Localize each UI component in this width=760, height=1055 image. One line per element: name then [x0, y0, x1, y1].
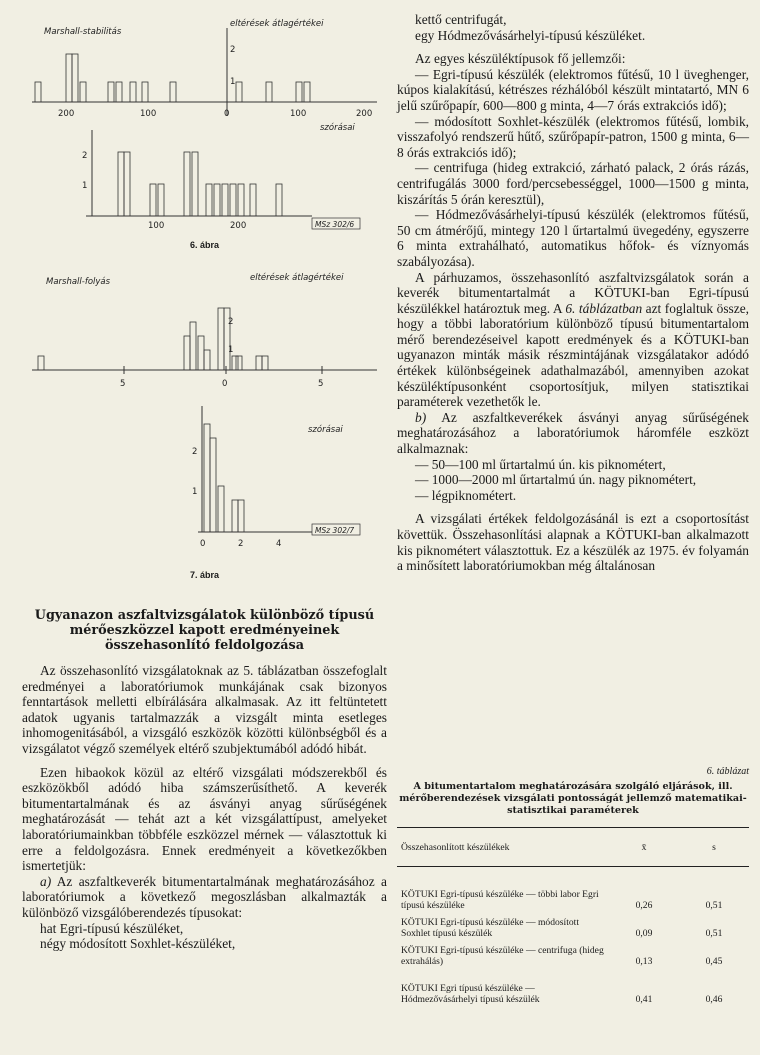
fig6-bar: [142, 82, 148, 102]
fig6-label-right: eltérések átlagértékei: [230, 19, 324, 29]
fig6-xtick: 0: [224, 109, 230, 119]
fig6-xtick: 100: [140, 109, 157, 119]
fig6-bar: [35, 82, 41, 102]
fig6-bar: [72, 54, 78, 102]
table-cell: 0,51: [705, 927, 723, 939]
table-cell: KÖTUKI Egri-típusú készüléke — többi labor Egri típusú készüléke: [401, 888, 599, 911]
fig6-ytick-2: 2: [230, 45, 236, 55]
paragraph: [22, 874, 387, 921]
list-line: egy Hódmezővásárhelyi-típusú készüléket.: [415, 27, 646, 43]
figure-6: [22, 8, 387, 250]
fig6-bars-top: [35, 54, 310, 102]
fig6-xtick: 200: [58, 109, 75, 119]
fig6-bar: [276, 184, 282, 216]
list-line: hat Egri-típusú készüléket,: [40, 920, 184, 936]
fig6-bar: [236, 82, 242, 102]
table-row: [397, 867, 749, 913]
table-reference: 6. táblázatban: [565, 300, 643, 316]
fig7-bar: [190, 322, 196, 370]
section-title: Ugyanazon aszfaltvizsgálatok különböző típusú mérőeszközzel kapott eredményeinek összehasonlító feldolgozása: [34, 608, 375, 653]
fig6-bar: [66, 54, 72, 102]
fig6-sy-1: 1: [82, 181, 88, 191]
fig6-bar: [304, 82, 310, 102]
fig6-bar: [150, 184, 156, 216]
fig6-bar: [170, 82, 176, 102]
paragraph: A vizsgálati értékek feldolgozásánál is ezt a csoportosítást követtük. Összehasonlítási alapnak a KÖTUKI-ban alkalmazott kis piknométert választottuk. Ez a készülék az 1975. év folyamán a minősített laboratóriumokban még általánosan: [397, 511, 749, 574]
fig7-bar: [210, 438, 216, 532]
fig7-tag: MSz 302/7: [315, 526, 355, 535]
fig7-bar: [238, 500, 244, 532]
table-cell: 0,09: [635, 927, 653, 939]
fig7-sx: 2: [238, 539, 244, 549]
table-cell: 0,45: [705, 955, 723, 967]
paragraph-text: Az aszfaltkeverék bitumentartalmának meghatározásához a laboratóriumok a következő megoszlásban alkalmazták a különböző vizsgálóberendezés típusokat:: [22, 873, 387, 920]
fig6-bar: [222, 184, 228, 216]
table-cell: KÖTUKI Egri típusú készüléke — Hódmezővásárhelyi típusú készülék: [401, 982, 540, 1005]
table-cell: 0,41: [635, 993, 653, 1005]
fig7-label-scatter: szórásai: [308, 425, 343, 435]
left-text: [22, 608, 387, 952]
fig7-bar: [198, 336, 204, 370]
fig6-bar: [130, 82, 136, 102]
fig6-label-scatter: szórásai: [320, 123, 355, 133]
fig7-xtick: 5: [318, 379, 324, 389]
fig7-sx: 0: [200, 539, 206, 549]
fig6-caption: 6. ábra: [189, 240, 220, 250]
table-cell: KÖTUKI Egri-típusú készüléke — módosított Soxhlet típusú készülék: [401, 916, 579, 939]
paragraph: Az összehasonlító vizsgálatoknak az 5. táblázatban összefoglalt eredményei a laboratóriumok munkájának csak bizonyos fenntartások melletti elbírálására alkalmasak. Az itt feltüntetett adatok ugyanis tartalmazzák a vizsgált minta esetleges inhomogenitásából, a vizsgáló eszközök közötti különbségből és a vizsgálatot végző személyek eltérő szubjektumából adódó hibát.: [22, 663, 387, 756]
table-header: s: [679, 828, 749, 867]
fig7-xtick: 0: [222, 379, 228, 389]
fig6-sy-2: 2: [82, 151, 88, 161]
fig7-ytick-1: 1: [228, 345, 234, 355]
bullet: — Hódmezővásárhelyi-típusú készülék (elektromos fűtésű, 50 cm átmérőjű, mintegy 120 l űrtartalmú üvegedény, egyszerre 6 minta extrahálható, automatikus hőfok- és víznyomás szabályozása).: [397, 207, 749, 269]
fig7-bar: [218, 486, 224, 532]
fig6-bar: [158, 184, 164, 216]
fig6-label-left: Marshall-stabilitás: [44, 27, 122, 37]
table-cell: KÖTUKI Egri-típusú készüléke — centrifuga (hideg extrahálás): [401, 944, 604, 967]
bullet: — Egri-típusú készülék (elektromos fűtésű, 10 l üveghenger, kúpos kialakítású, kétrészes rézhálóból készült mintatartó, MN 6 jelű szűrőpapír, 600—800 g minta, 4—7 órás extrakciós idő);: [397, 66, 749, 113]
fig7-bar: [232, 356, 238, 370]
bullet: — légpiknométert.: [415, 487, 517, 503]
bullet: — 1000—2000 ml űrtartalmú ún. nagy piknométert,: [415, 472, 697, 488]
table-6-grid: [397, 827, 749, 1007]
paragraph: Ezen hibaokok közül az eltérő vizsgálati módszerekből és eszközökből adódó hiba számszerűsíthető. A keverék bitumentartalmának és az ásványi anyag sűrűségének meghatározását — tehát azt a két vizsgálattípust, amelyeket laboratóriumainkban többféle eszközzel mérnek — választottuk ki erre a feldolgozásra. Ennek eredményeit a következőkben ismertetjük:: [22, 764, 387, 874]
table-row: [397, 969, 749, 1007]
fig6-bar: [108, 82, 114, 102]
list-marker: b): [415, 409, 427, 425]
paragraph: Az egyes készüléktípusok fő jellemzői:: [415, 51, 626, 67]
figure-6-plot: [22, 8, 387, 240]
table-cell: 0,46: [705, 993, 723, 1005]
fig6-xtick: 200: [356, 109, 373, 119]
fig7-xtick: 5: [120, 379, 126, 389]
fig7-bar: [204, 350, 210, 370]
bullet: — módosított Soxhlet-készülék (elektromos fűtésű, lombik, visszafolyó rendszerű hűtő, szűrőpapír-patron, 1500 g minta, 6—8 órás extrakciós idő);: [397, 113, 749, 160]
fig7-bar: [184, 336, 190, 370]
table-cell: 0,51: [705, 899, 723, 911]
fig6-bar: [230, 184, 236, 216]
paragraph: [397, 410, 749, 457]
fig6-xtick: 100: [290, 109, 307, 119]
fig7-bar: [256, 356, 262, 370]
table-title: A bitumentartalom meghatározására szolgáló eljárások, ill. mérőberendezések vizsgálati pontosságát jellemző matematikai-statisztikai paraméterek: [399, 781, 747, 816]
list-line: kettő centrifugát,: [415, 12, 507, 27]
fig7-bar: [38, 356, 44, 370]
fig7-label-right: eltérések átlagértékei: [250, 273, 344, 283]
fig6-bars-bottom: [118, 152, 282, 216]
fig7-bars-bottom: [204, 424, 244, 532]
fig6-bar: [238, 184, 244, 216]
table-header: x̄: [609, 828, 679, 867]
list-line: négy módosított Soxhlet-készüléket,: [40, 936, 236, 952]
fig6-bar: [118, 152, 124, 216]
fig6-bar: [296, 82, 302, 102]
figure-7: [22, 262, 387, 580]
paragraph-text: Az aszfaltkeverékek ásványi anyag sűrűségének meghatározásához a laboratóriumok háromféle eszközt alkalmaznak:: [397, 409, 749, 457]
table-cell: 0,13: [635, 955, 653, 967]
fig6-tag: MSz 302/6: [315, 220, 355, 229]
fig7-bars-top: [38, 308, 268, 370]
table-6: [397, 766, 749, 1007]
fig7-bar: [204, 424, 210, 532]
fig6-bar: [250, 184, 256, 216]
fig7-bar: [218, 308, 224, 370]
fig6-bar: [192, 152, 198, 216]
fig6-sx: 100: [148, 221, 165, 231]
fig6-bar: [184, 152, 190, 216]
fig6-bar: [80, 82, 86, 102]
right-text: [397, 12, 749, 574]
fig6-bar: [116, 82, 122, 102]
paragraph-text: A párhuzamos, összehasonlító aszfaltvizsgálatok során a keverék bitumentartalmát a KÖTUKI-ban Egri-típusú készülékkel határoztuk meg. A: [397, 269, 749, 316]
fig7-label-left: Marshall-folyás: [46, 277, 111, 287]
fig6-bar: [266, 82, 272, 102]
fig7-bar: [232, 500, 238, 532]
table-header-row: [397, 828, 749, 867]
table-row: [397, 913, 749, 941]
fig7-bar: [236, 356, 242, 370]
table-header: Összehasonlított készülékek: [397, 828, 609, 867]
figure-7-plot: [22, 262, 387, 570]
fig7-bar: [262, 356, 268, 370]
paragraph-text: azt foglaltuk össze, hogy a többi laboratórium különböző típusú bitumentartalom mérő berendezéseivel kapott eredmények és a KÖTUKI-ban ugyanazon minták másik részmintájának vizsgálatakor adódó értékek különbségeinek adathalmazából, amennyiben azokat készüléktípusonként csoportosítjuk, milyen statisztikai paraméterek vezethetők le.: [397, 300, 749, 410]
fig7-sx: 4: [276, 539, 282, 549]
fig7-sy-1: 1: [192, 487, 198, 497]
table-label: 6. táblázat: [706, 766, 749, 777]
fig7-caption: 7. ábra: [189, 570, 220, 580]
fig6-bar: [214, 184, 220, 216]
fig6-ytick-1: 1: [230, 77, 236, 87]
fig7-ytick-2: 2: [228, 317, 234, 327]
bullet: — centrifuga (hideg extrakció, zárható palack, 2 órás rázás, centrifugálás 3000 ford/percsebességgel, 1000—1500 g minta, kiszárítás 5 órán keresztül),: [397, 160, 749, 207]
fig6-sx: 200: [230, 221, 247, 231]
bullet: — 50—100 ml űrtartalmú ún. kis piknométert,: [415, 456, 666, 472]
fig6-bar: [124, 152, 130, 216]
table-cell: 0,26: [635, 899, 653, 911]
table-row: [397, 941, 749, 969]
fig6-bar: [206, 184, 212, 216]
fig7-sy-2: 2: [192, 447, 198, 457]
paragraph: [397, 270, 749, 410]
list-marker: a): [40, 873, 52, 889]
